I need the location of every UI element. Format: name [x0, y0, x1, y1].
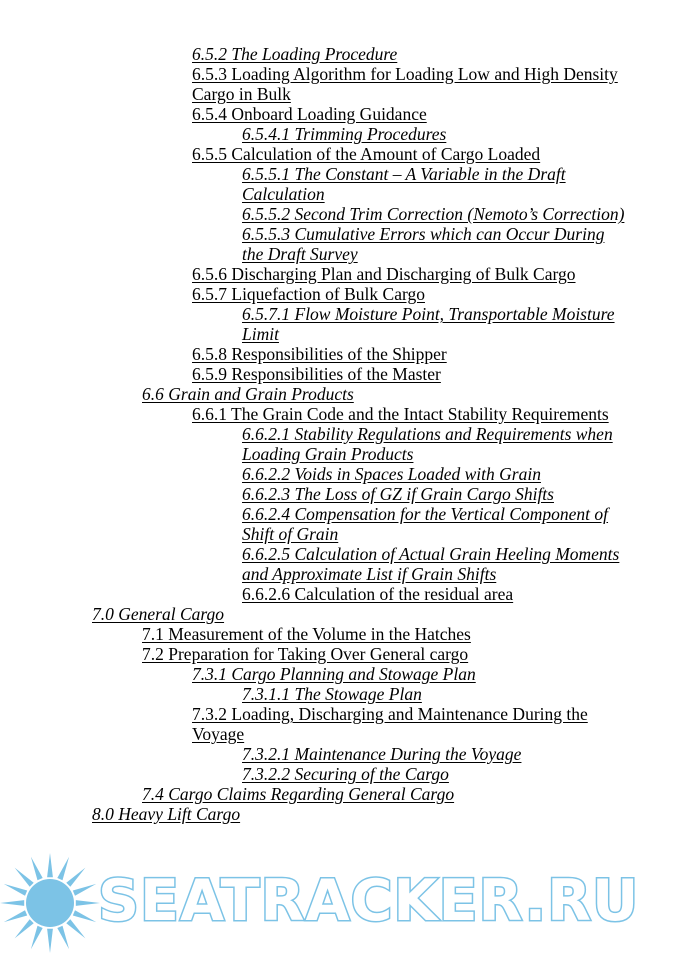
- sun-ray: [15, 868, 34, 887]
- toc-entry[interactable]: 6.5.8 Responsibilities of the Shipper: [192, 344, 447, 364]
- sun-ray: [73, 884, 96, 896]
- sun-ray: [73, 910, 96, 922]
- toc-entry[interactable]: 8.0 Heavy Lift Cargo: [92, 804, 241, 824]
- toc-entry[interactable]: 7.3.1 Cargo Planning and Stowage Plan: [192, 664, 476, 684]
- sun-ray: [47, 929, 53, 953]
- sun-ray: [31, 857, 43, 880]
- table-of-contents: [0, 44, 674, 824]
- toc-entry[interactable]: 7.2 Preparation for Taking Over General cargo: [142, 644, 469, 664]
- toc-entry[interactable]: 6.6.2.5 Calculation of Actual Grain Heeling Moments and Approximate List if Grain Shifts: [242, 544, 620, 584]
- toc-entry[interactable]: 6.5.4.1 Trimming Procedures: [242, 124, 447, 144]
- watermark: [0, 848, 674, 953]
- toc-entry[interactable]: 6.5.2 The Loading Procedure: [192, 44, 398, 64]
- toc-entry[interactable]: 6.5.5 Calculation of the Amount of Cargo Loaded: [192, 144, 541, 164]
- toc-entry[interactable]: 6.6.2.6 Calculation of the residual area: [242, 584, 514, 604]
- sun-ray: [66, 868, 85, 887]
- toc-entry[interactable]: 6.6.2.3 The Loss of GZ if Grain Cargo Shifts: [242, 484, 554, 504]
- sun-ray: [15, 919, 34, 938]
- watermark-text: SEATRACKER.RU: [98, 868, 640, 934]
- toc-entry[interactable]: 6.6.2.1 Stability Regulations and Requirements when Loading Grain Products: [242, 424, 613, 464]
- toc-entry[interactable]: 6.5.7.1 Flow Moisture Point, Transportable Moisture Limit: [242, 304, 615, 344]
- toc-entry[interactable]: 6.5.7 Liquefaction of Bulk Cargo: [192, 284, 425, 304]
- sun-ray: [4, 884, 27, 896]
- toc-entry[interactable]: 6.5.4 Onboard Loading Guidance: [192, 104, 427, 124]
- toc-entry[interactable]: 7.3.2.1 Maintenance During the Voyage: [242, 744, 522, 764]
- toc-entry[interactable]: 6.5.5.1 The Constant – A Variable in the Draft Calculation: [242, 164, 566, 204]
- toc-entry[interactable]: 6.5.5.3 Cumulative Errors which can Occur During the Draft Survey: [242, 224, 605, 264]
- sun-ray: [66, 919, 85, 938]
- toc-entry[interactable]: 7.3.1.1 The Stowage Plan: [242, 684, 422, 704]
- toc-entry[interactable]: 7.1 Measurement of the Volume in the Hatches: [142, 624, 471, 644]
- sun-ray: [0, 900, 24, 906]
- sun-ray: [57, 926, 69, 949]
- toc-entry[interactable]: 6.6 Grain and Grain Products: [142, 384, 354, 404]
- toc-entry[interactable]: 7.3.2 Loading, Discharging and Maintenance During the Voyage: [192, 704, 588, 744]
- sun-ray: [31, 926, 43, 949]
- toc-entry[interactable]: 7.4 Cargo Claims Regarding General Cargo: [142, 784, 455, 804]
- sun-ray: [47, 853, 53, 877]
- toc-entry[interactable]: 7.3.2.2 Securing of the Cargo: [242, 764, 449, 784]
- sun-ray: [76, 900, 100, 906]
- toc-entry[interactable]: 6.6.1 The Grain Code and the Intact Stability Requirements: [192, 404, 609, 424]
- toc-entry[interactable]: 6.5.3 Loading Algorithm for Loading Low and High Density Cargo in Bulk: [192, 64, 618, 104]
- toc-entry[interactable]: 6.5.9 Responsibilities of the Master: [192, 364, 441, 384]
- toc-entry[interactable]: 6.6.2.4 Compensation for the Vertical Component of Shift of Grain: [242, 504, 609, 544]
- toc-entry[interactable]: 6.6.2.2 Voids in Spaces Loaded with Grain: [242, 464, 541, 484]
- sun-ray: [57, 857, 69, 880]
- toc-entry[interactable]: 6.5.6 Discharging Plan and Discharging of Bulk Cargo: [192, 264, 576, 284]
- toc-entry[interactable]: 7.0 General Cargo: [92, 604, 225, 624]
- toc-entry[interactable]: 6.5.5.2 Second Trim Correction (Nemoto’s Correction): [242, 204, 625, 224]
- sun-icon: [0, 848, 110, 953]
- sun-ray: [4, 910, 27, 922]
